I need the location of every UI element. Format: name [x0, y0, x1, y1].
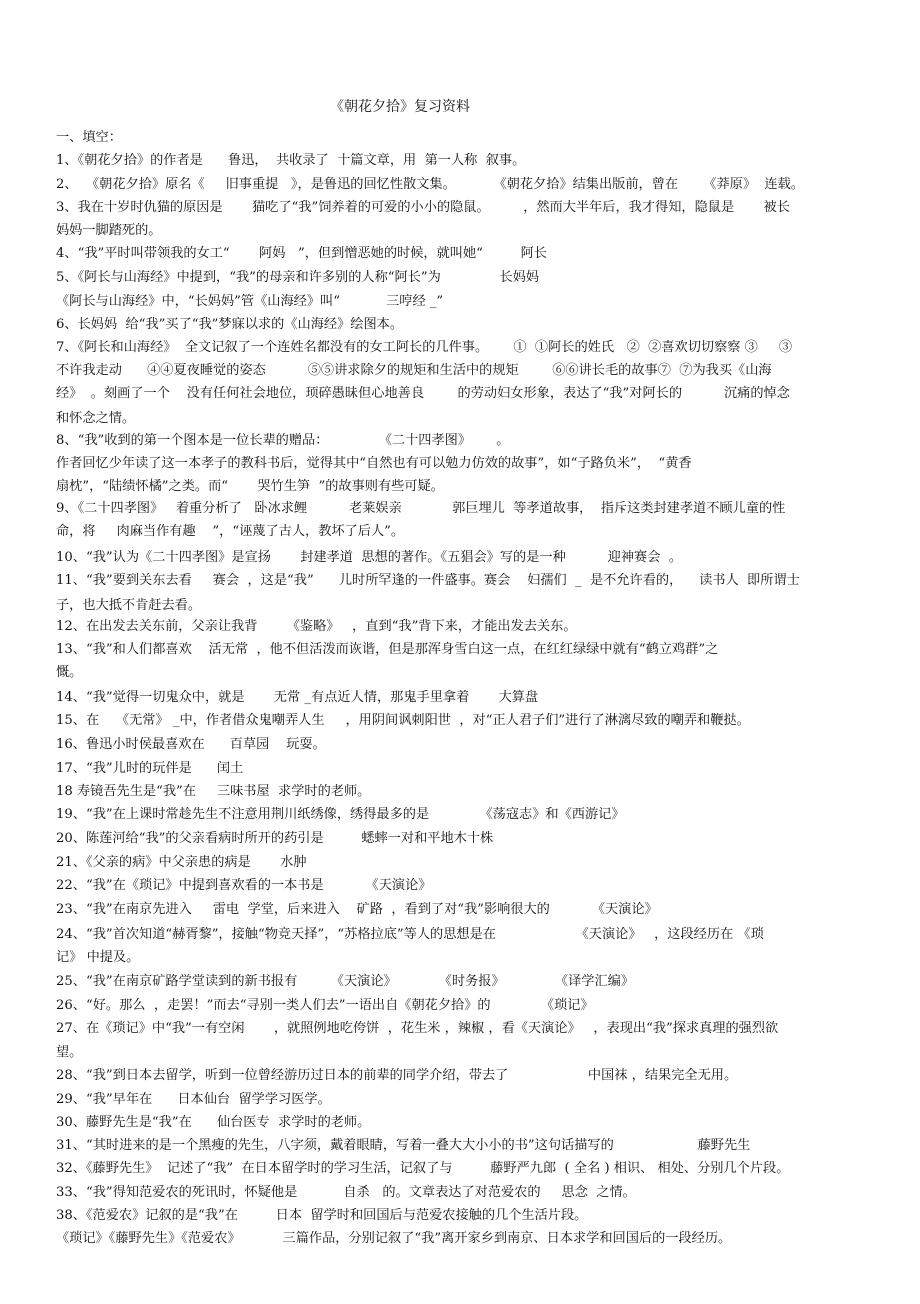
text-line: 25、“我”在南京矿路学堂读到的新书报有 《天演论》 《时务报》 《译学汇编》: [56, 974, 635, 989]
text-line: 13、“我”和人们都喜欢 活无常 ，他不但活泼而诙谐，但是那浑身雪白这一点，在红红绿绿中就有“鹤立鸡群”之: [56, 642, 719, 657]
text-line: 24、“我”首次知道“赫胥黎”，接触“物竞天择”，“苏格拉底”等人的思想是在 《天演论》 ，这段经历在 《琐: [56, 927, 764, 942]
text-line: 18 寿镜吾先生是“我”在 三味书屋 求学时的老师。: [56, 784, 371, 799]
text-line: 记》 中提及。: [56, 950, 140, 965]
text-line: 28、“我”到日本去留学，听到一位曾经游历过日本的前辈的同学介绍，带去了 中国袜 ，结果完全无用。: [56, 1068, 738, 1083]
text-line: 2、 《朝花夕拾》原名《 旧事重提 》，是鲁迅的回忆性散文集。 《朝花夕拾》结集出版前，曾在 《莽原》 连载。: [56, 177, 804, 192]
text-line: 1、《朝花夕拾》的作者是 鲁迅， 共收录了 十篇文章，用 第一人称 叙事。: [56, 153, 526, 168]
text-line: 27、在《琐记》中“我”一有空闲 ，就照例地吃侉饼 ，花生米 ，辣椒 ，看《天演论》 ，表现出“我”探求真理的强烈欲: [56, 1021, 779, 1036]
text-line: 9、《二十四孝图》 着重分析了 卧冰求鲤 老莱娱亲 郭巨埋儿 等孝道故事， 指斥这类封建孝道不顾儿童的性: [56, 501, 786, 516]
text-line: 22、“我”在《琐记》中提到喜欢看的一本书是 《天演论》: [56, 878, 432, 893]
text-line: 命，将 肉麻当作有趣 ”，“诬蔑了古人，教坏了后人”。: [56, 524, 405, 539]
text-line: 望。: [56, 1045, 83, 1060]
text-line: 妈妈一脚踏死的。: [56, 223, 162, 238]
text-line: 31、“其时进来的是一个黑瘦的先生，八字须，戴着眼睛，写着一叠大大小小的书”这句话描写的 藤野先生: [56, 1138, 751, 1153]
text-line: 3、我在十岁时仇猫的原因是 猫吃了“我”饲养着的可爱的小小的隐鼠。 ，然而大半年后，我才得知，隐鼠是 被长: [56, 200, 790, 215]
text-line: 23、“我”在南京先进入 雷电 学堂，后来进入 矿路 ，看到了对“我”影响很大的 《天演论》: [56, 902, 658, 917]
text-line: 10、“我”认为《二十四孝图》是宣扬 封建孝道 思想的著作。《五猖会》写的是一种 迎神赛会 。: [56, 550, 683, 565]
text-line: 32、《藤野先生》 记述了“我” 在日本留学时的学习生活，记叙了与 藤野严九郎 ( 全名 ) 相识、 相处、分别几个片段。: [56, 1161, 790, 1176]
text-line: 一、填空：: [56, 130, 122, 145]
text-line: 14、“我”觉得一切鬼众中，就是 无常 _有点近人情，那鬼手里拿着 大算盘: [56, 690, 539, 705]
text-line: 21、《父亲的病》中父亲患的病是 水肿: [56, 855, 307, 870]
text-line: 6、长妈妈 给“我”买了“我”梦寐以求的《山海经》绘图本。: [56, 317, 404, 332]
text-line: 不许我走动 ④④夏夜睡觉的姿态 ⑤⑤讲求除夕的规矩和生活中的规矩 ⑥⑥讲长毛的故事⑦ ⑦为我买《山海: [56, 363, 772, 378]
text-line: 7、《阿长和山海经》 全文记叙了一个连姓名都没有的女工阿长的几件事。 ① ①阿长的姓氏 ② ②喜欢切切察察 ③ ③: [56, 340, 793, 355]
text-line: 16、鲁迅小时侯最喜欢在 百草园 玩耍。: [56, 737, 326, 752]
text-line: 15、在 《无常》 _中，作者借众鬼嘲弄人生 ，用阴间讽刺阳世 ，对“正人君子们”进行了淋漓尽致的嘲弄和鞭挞。: [56, 713, 750, 728]
text-line: 慨。: [56, 665, 83, 680]
text-line: 和怀念之情。: [56, 411, 136, 426]
text-line: 作者回忆少年读了这一本孝子的教科书后，觉得其中“自然也有可以勉力仿效的故事”，如“子路负米”， “黄香: [56, 456, 692, 471]
text-line: 38、《范爱农》记叙的是“我”在 日本 留学时和回国后与范爱农接触的几个生活片段。: [56, 1208, 588, 1223]
text-line: 19、“我”在上课时常趁先生不注意用荆川纸绣像，绣得最多的是 《荡寇志》和《西游记》: [56, 807, 625, 822]
text-line: 12、在出发去关东前，父亲让我背 《鉴略》 ，直到“我”背下来，才能出发去关东。: [56, 619, 577, 634]
text-line: 20、陈莲河给“我”的父亲看病时所开的药引是 蟋蟀一对和平地木十株: [56, 831, 494, 846]
text-line: 子，也大抵不肯赶去看。: [56, 598, 202, 613]
text-line: 《琐记》《藤野先生》《范爱农》 三篇作品，分别记叙了“我”离开家乡到南京、日本求学和回国后的一段经历。: [56, 1231, 732, 1246]
text-line: 扇枕”，“陆绩怀橘”之类。而“ 哭竹生笋 ”的故事则有些可疑。: [56, 479, 444, 494]
text-line: 经》 。刻画了一个 没有任何社会地位，顼碎愚昧但心地善良 的劳动妇女形象，表达了“我”对阿长的 沉痛的悼念: [56, 386, 790, 401]
text-line: 33、“我”得知范爱农的死讯时，怀疑他是 自杀 的。文章表达了对范爱农的 思念 之情。: [56, 1185, 636, 1200]
text-line: 30、藤野先生是“我”在 仙台医专 求学时的老师。: [56, 1115, 371, 1130]
text-line: 5、《阿长与山海经》中提到，“我”的母亲和许多别的人称“阿长”为 长妈妈: [56, 270, 540, 285]
text-line: 8、“我”收到的第一个图本是一位长辈的赠品： 《二十四孝图》 。: [56, 433, 510, 448]
text-line: 17、“我”儿时的玩伴是 闰土: [56, 761, 244, 776]
text-line: 《阿长与山海经》中，“长妈妈”管《山海经》叫“ 三哼经 _”: [56, 294, 444, 309]
text-line: 29、“我”早年在 日本仙台 留学学习医学。: [56, 1092, 331, 1107]
document-title: 《朝花夕拾》复习资料: [330, 99, 470, 115]
text-line: 26、“好。那么 ，走罢！”而去“寻别一类人们去”一语出自《朝花夕拾》的 《琐记》: [56, 998, 594, 1013]
text-line: 4、“我”平时叫带领我的女工“ 阿妈 ”，但到憎恶她的时候，就叫她“ 阿长: [56, 246, 547, 261]
text-line: 11、“我”要到关东去看 赛会 ，这是“我” 儿时所罕逢的一件盛事。赛会 妇孺们 _ 是不允许看的， 读书人 即所谓士: [56, 573, 800, 588]
